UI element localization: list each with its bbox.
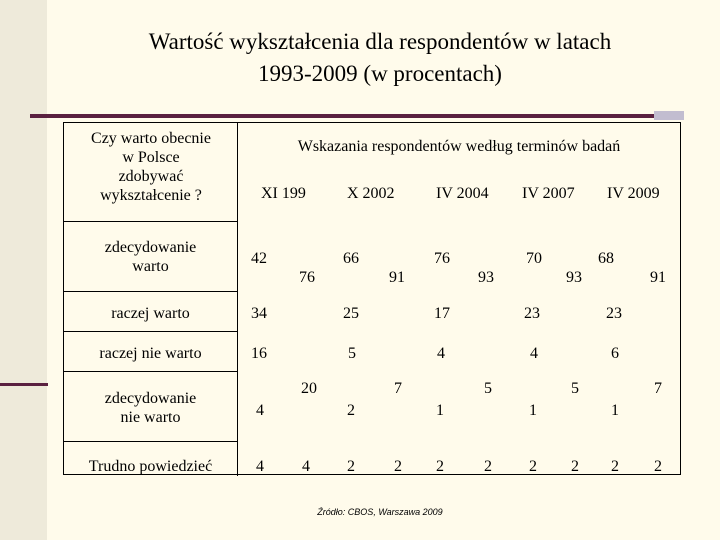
sum-cell: 2 bbox=[484, 458, 492, 475]
grid-line bbox=[237, 123, 238, 476]
year-header: XI 199 bbox=[261, 185, 306, 202]
value-cell: 4 bbox=[530, 345, 538, 362]
group-header: Wskazania respondentów według terminów badań bbox=[297, 138, 621, 155]
sum-cell: 7 bbox=[654, 380, 662, 397]
row-label-strongly-worth: zdecydowanie warto bbox=[104, 239, 197, 275]
year-header: IV 2009 bbox=[607, 185, 660, 202]
grid-line bbox=[64, 221, 237, 222]
value-cell: 42 bbox=[251, 250, 267, 267]
sum-cell: 93 bbox=[478, 269, 494, 286]
value-cell: 4 bbox=[256, 458, 264, 475]
value-cell: 2 bbox=[347, 402, 355, 419]
title-rule bbox=[30, 114, 654, 118]
sum-cell: 91 bbox=[650, 269, 666, 286]
value-cell: 2 bbox=[611, 458, 619, 475]
year-header: IV 2007 bbox=[522, 185, 575, 202]
source-note: Źródło: CBOS, Warszawa 2009 bbox=[317, 507, 443, 517]
row-label-hard-to-say: Trudno powiedzieć bbox=[88, 458, 213, 475]
value-cell: 34 bbox=[251, 305, 267, 322]
sum-cell: 2 bbox=[571, 458, 579, 475]
sum-cell: 4 bbox=[302, 458, 310, 475]
value-cell: 1 bbox=[529, 402, 537, 419]
value-cell: 6 bbox=[611, 345, 619, 362]
row-label-strongly-not-worth: zdecydowanie nie warto bbox=[104, 390, 197, 426]
value-cell: 25 bbox=[343, 305, 359, 322]
sum-cell: 5 bbox=[484, 380, 492, 397]
grid-line bbox=[64, 441, 237, 442]
row-label-rather-worth: raczej warto bbox=[111, 305, 190, 322]
grid-line bbox=[64, 331, 237, 332]
value-cell: 2 bbox=[347, 458, 355, 475]
year-header: X 2002 bbox=[347, 185, 395, 202]
title-line-2: 1993-2009 (w procentach) bbox=[258, 61, 502, 86]
sum-cell: 20 bbox=[301, 380, 317, 397]
value-cell: 23 bbox=[606, 305, 622, 322]
value-cell: 68 bbox=[598, 250, 614, 267]
value-cell: 66 bbox=[343, 250, 359, 267]
sum-cell: 76 bbox=[299, 269, 315, 286]
slide-title bbox=[60, 26, 700, 90]
value-cell: 4 bbox=[256, 402, 264, 419]
year-header: IV 2004 bbox=[436, 185, 489, 202]
left-accent-line bbox=[0, 383, 48, 386]
title-rule-accent bbox=[654, 111, 684, 120]
value-cell: 2 bbox=[436, 458, 444, 475]
sum-cell: 2 bbox=[654, 458, 662, 475]
sum-cell: 93 bbox=[566, 269, 582, 286]
value-cell: 4 bbox=[437, 345, 445, 362]
sum-cell: 91 bbox=[389, 269, 405, 286]
value-cell: 1 bbox=[436, 402, 444, 419]
sum-cell: 5 bbox=[571, 380, 579, 397]
row-label-rather-not-worth: raczej nie warto bbox=[99, 345, 202, 362]
value-cell: 17 bbox=[434, 305, 450, 322]
value-cell: 5 bbox=[348, 345, 356, 362]
value-cell: 70 bbox=[526, 250, 542, 267]
title-line-1: Wartość wykształcenia dla respondentów w latach bbox=[148, 29, 612, 54]
grid-line bbox=[64, 291, 237, 292]
value-cell: 16 bbox=[251, 345, 267, 362]
survey-table bbox=[63, 122, 681, 475]
question-header: Czy warto obecnie w Polsce zdobywać wykształcenie ? bbox=[91, 130, 211, 204]
value-cell: 23 bbox=[524, 305, 540, 322]
grid-line bbox=[64, 371, 237, 372]
value-cell: 2 bbox=[529, 458, 537, 475]
left-decor-band bbox=[0, 0, 47, 540]
value-cell: 76 bbox=[434, 250, 450, 267]
sum-cell: 7 bbox=[394, 380, 402, 397]
value-cell: 1 bbox=[611, 402, 619, 419]
sum-cell: 2 bbox=[394, 458, 402, 475]
